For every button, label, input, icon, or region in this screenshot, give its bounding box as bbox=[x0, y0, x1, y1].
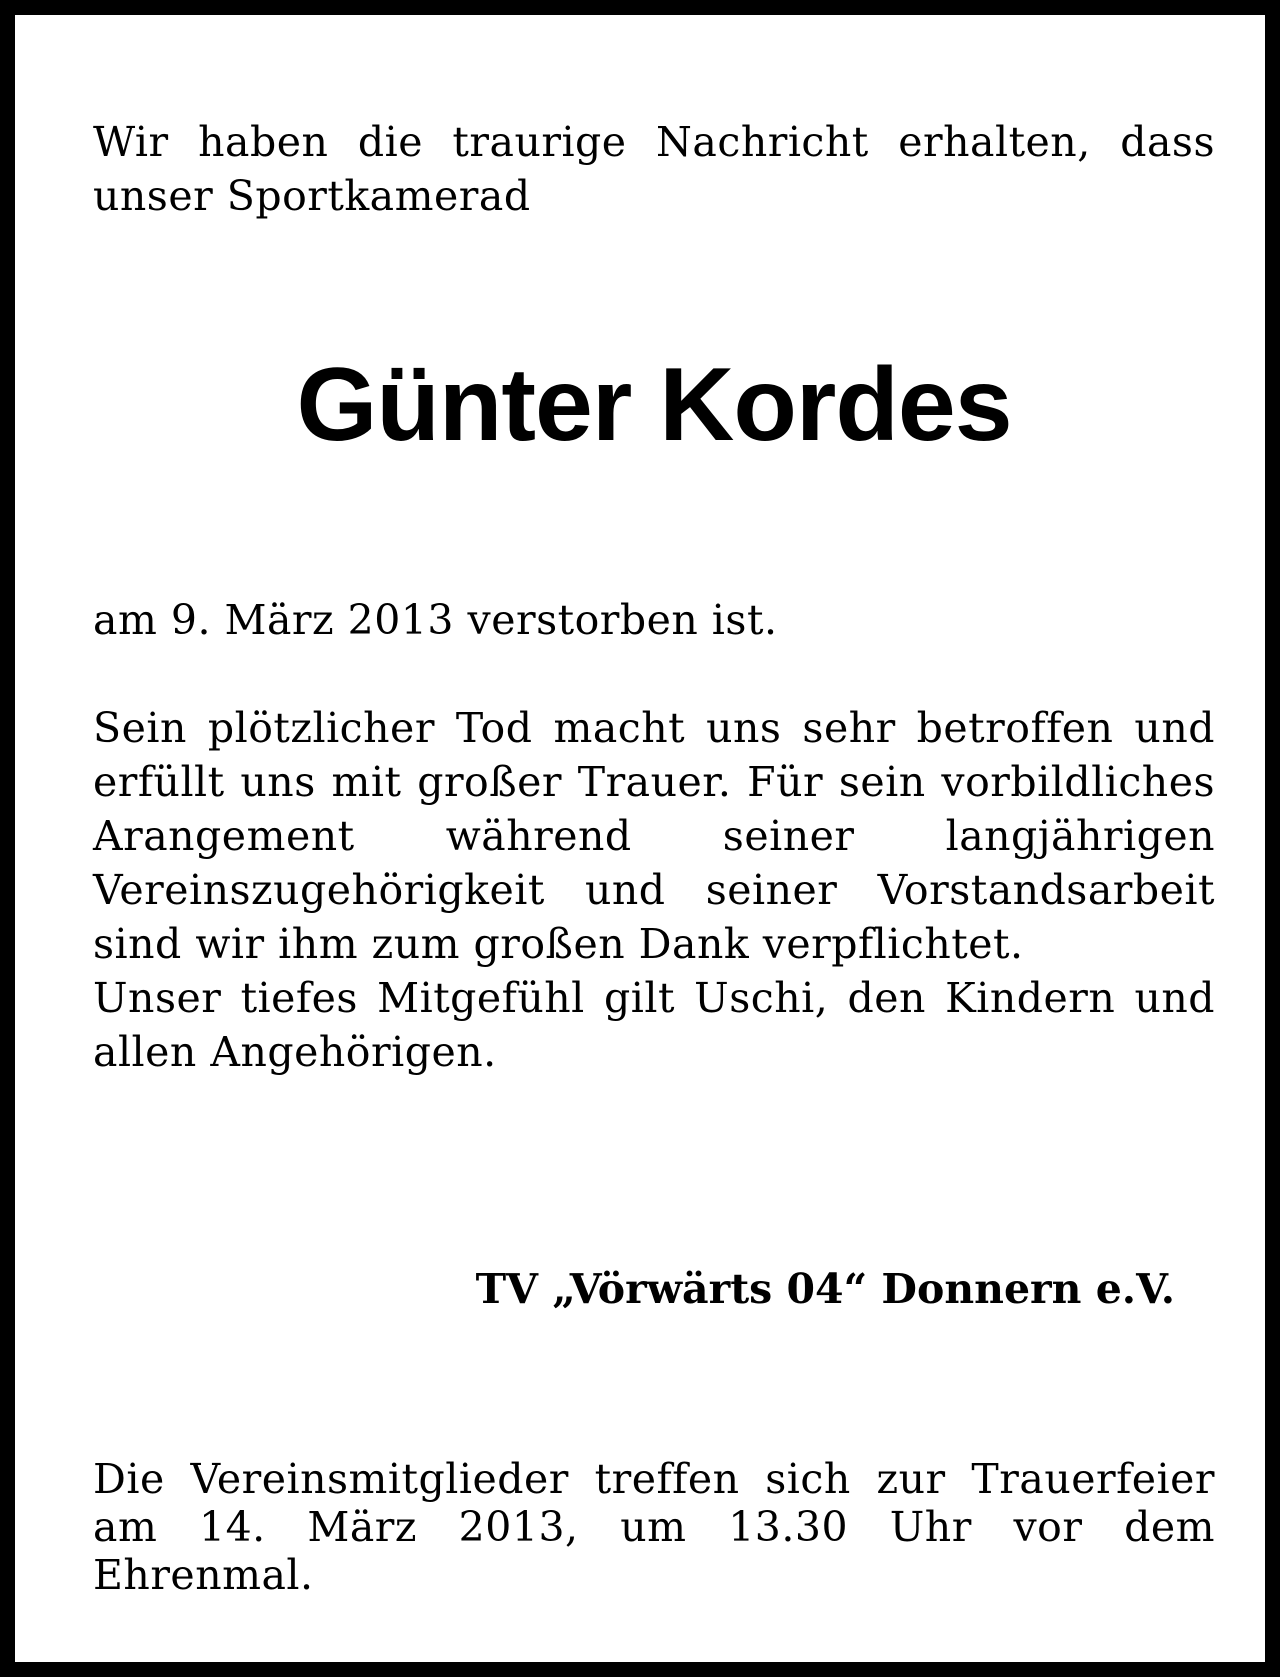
condolence-text: Unser tiefes Mitgefühl gilt Uschi, den Kindern und allen Angehörigen. bbox=[93, 974, 1215, 1076]
funeral-info-text: Die Vereinsmitglieder treffen sich zur Trauerfeier am 14. März 2013, um 13.30 Uhr vor dem Ehrenmal. bbox=[93, 1455, 1215, 1599]
deceased-name: Günter Kordes bbox=[296, 347, 1012, 463]
club-signature: TV „Vörwärts 04“ Donnern e.V. bbox=[475, 1265, 1175, 1313]
tribute-paragraph bbox=[93, 701, 1215, 1079]
intro-text: Wir haben die traurige Nachricht erhalten, dass unser Sportkamerad bbox=[93, 118, 1215, 220]
death-date-text: am 9. März 2013 verstorben ist. bbox=[93, 596, 778, 644]
tribute-text: Sein plötzlicher Tod macht uns sehr betroffen und erfüllt uns mit großer Trauer. Für sein vorbildliches Arangement während seiner langjährigen Vereinszugehörigkeit und seiner Vorstandsarbeit sind wir ihm zum großen Dank verpflichtet. bbox=[93, 704, 1215, 968]
